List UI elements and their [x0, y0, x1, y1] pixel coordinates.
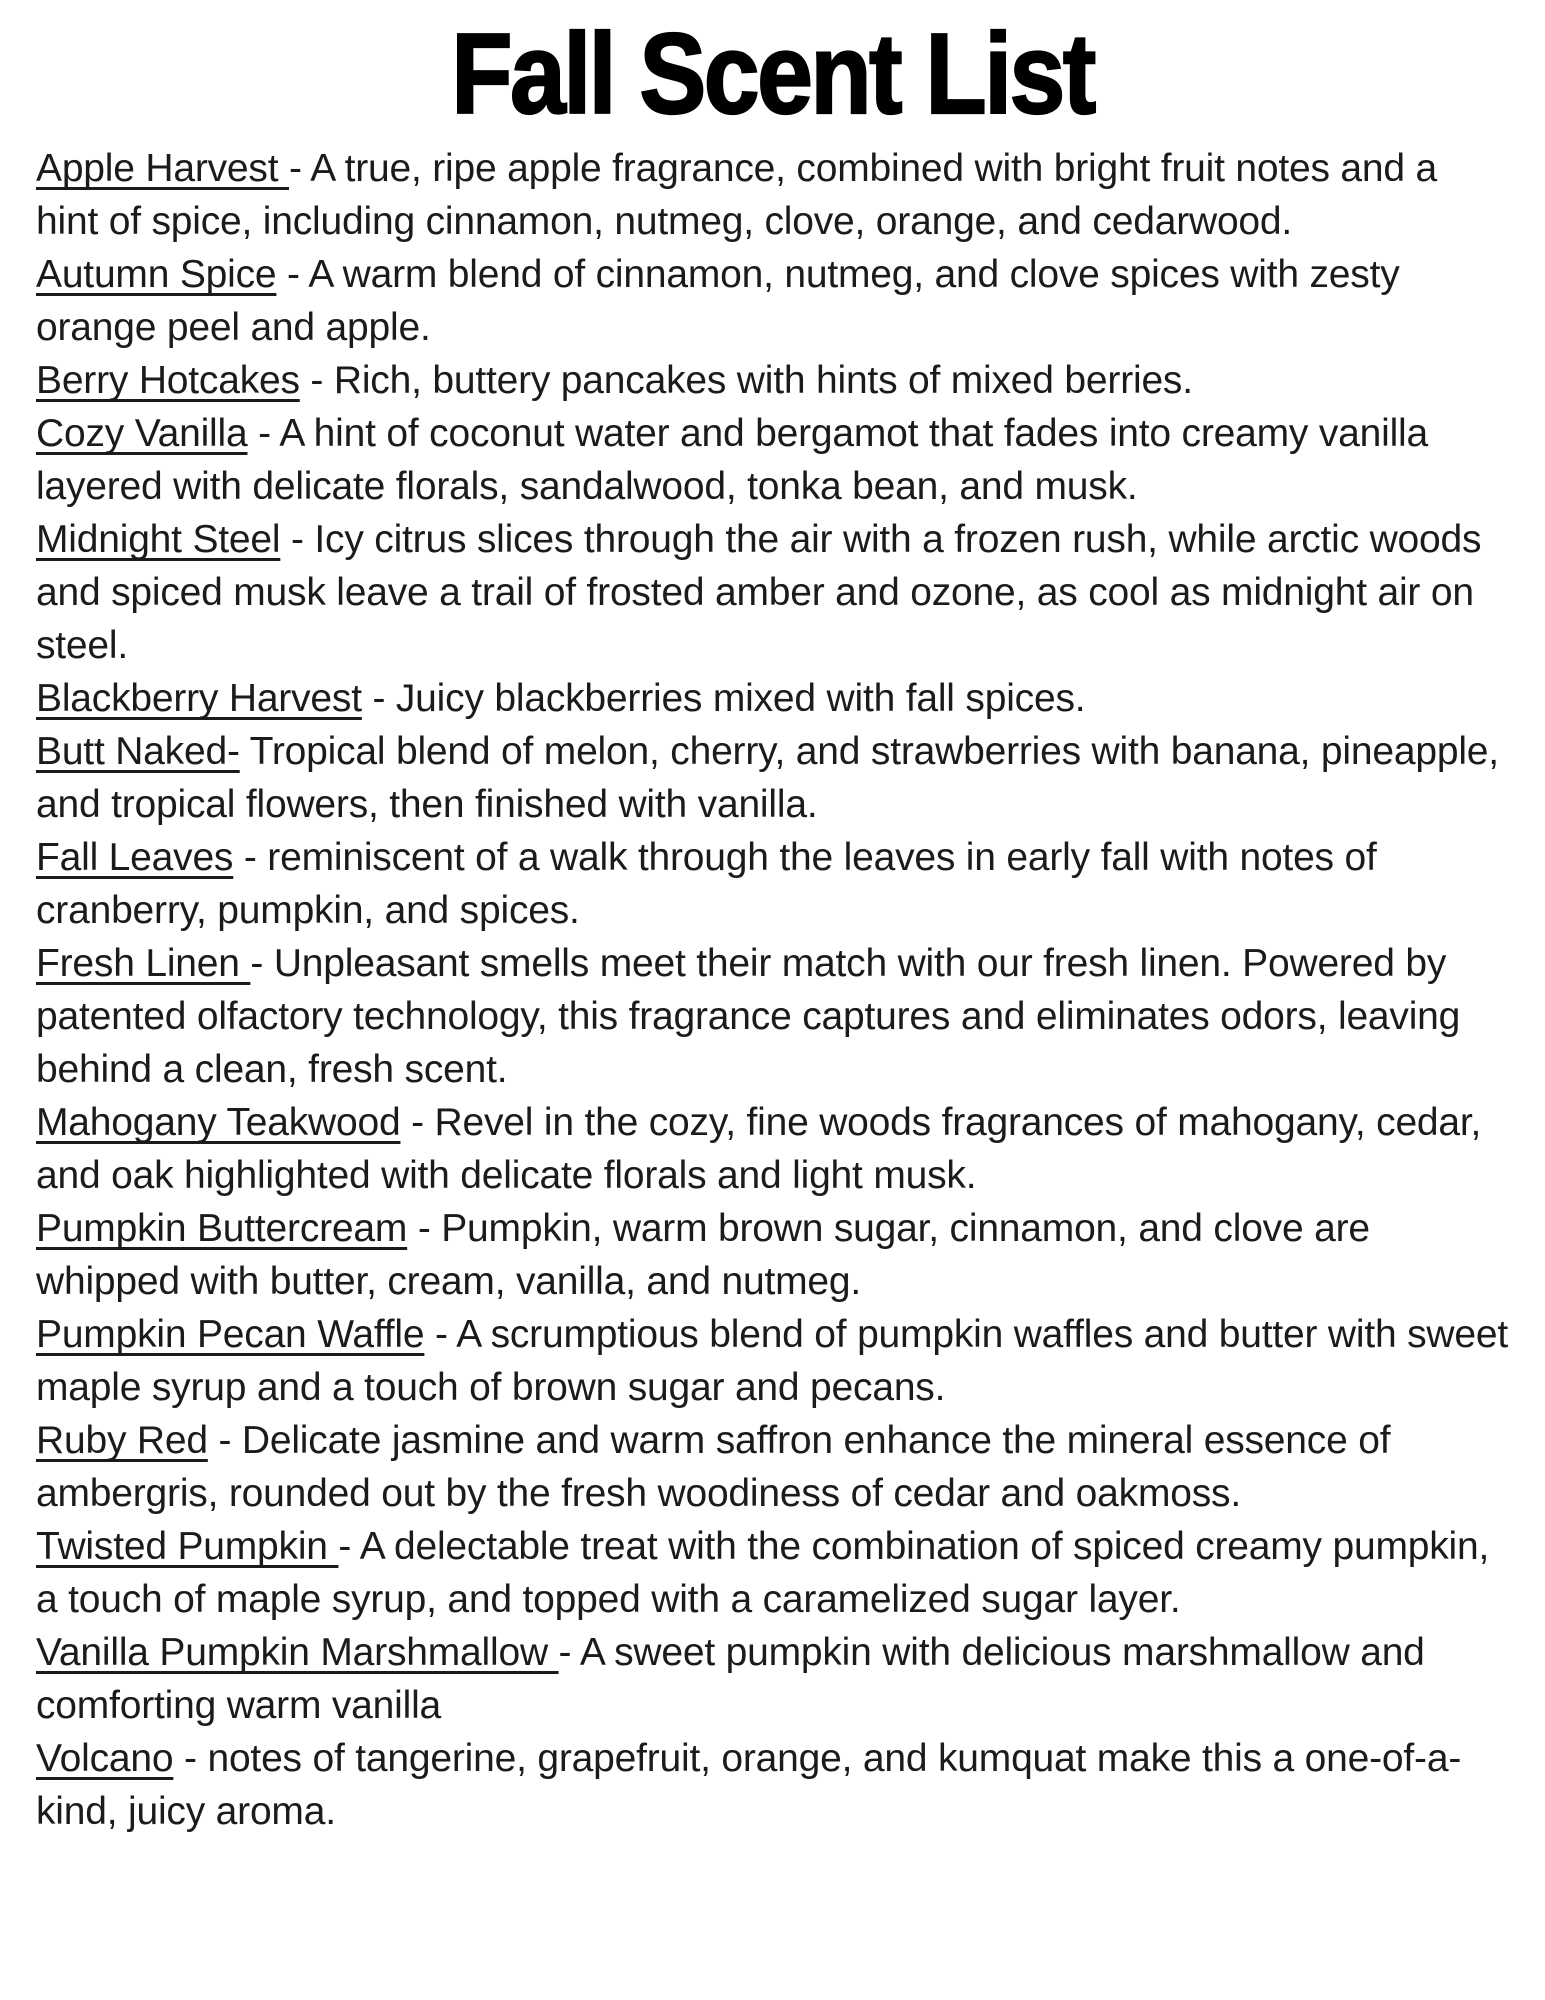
scent-description: - reminiscent of a walk through the leaves in early fall with notes of cranberry, pumpkin, and spices.: [36, 836, 1377, 932]
scent-entry-cozy-vanilla: [36, 407, 1508, 513]
scent-name: Blackberry Harvest: [36, 677, 362, 720]
scent-entry-autumn-spice: [36, 248, 1508, 354]
scent-description: - Unpleasant smells meet their match with our fresh linen. Powered by patented olfactory technology, this fragrance captures and eliminates odors, leaving behind a clean, fresh scent.: [36, 942, 1461, 1091]
scent-description: - Rich, buttery pancakes with hints of mixed berries.: [299, 359, 1193, 402]
scent-entry-ruby-red: [36, 1414, 1508, 1520]
scent-description: - A delectable treat with the combination of spiced creamy pumpkin, a touch of maple syrup, and topped with a caramelized sugar layer.: [36, 1525, 1490, 1621]
scent-description: - Revel in the cozy, fine woods fragrances of mahogany, cedar, and oak highlighted with delicate florals and light musk.: [36, 1101, 1482, 1197]
scent-name: Midnight Steel: [36, 518, 281, 561]
scent-entry-berry-hotcakes: [36, 354, 1508, 407]
scent-description: - Juicy blackberries mixed with fall spices.: [361, 677, 1086, 720]
scent-name: Volcano: [36, 1737, 174, 1780]
scent-name: Mahogany Teakwood: [36, 1101, 401, 1144]
scent-entry-fresh-linen: [36, 937, 1508, 1096]
scent-description: - A sweet pumpkin with delicious marshmallow and comforting warm vanilla: [36, 1631, 1425, 1727]
scent-name: Ruby Red: [36, 1419, 208, 1462]
scent-entry-butt-naked: [36, 725, 1508, 831]
scent-entry-twisted-pumpkin: [36, 1520, 1508, 1626]
scent-name: Pumpkin Buttercream: [36, 1207, 408, 1250]
scent-entry-mahogany-teakwood: [36, 1096, 1508, 1202]
scent-entry-midnight-steel: [36, 513, 1508, 672]
scent-description: - A hint of coconut water and bergamot that fades into creamy vanilla layered with delicate florals, sandalwood, tonka bean, and musk.: [36, 412, 1428, 508]
scent-entry-pumpkin-buttercream: [36, 1202, 1508, 1308]
scent-name: Apple Harvest: [36, 147, 289, 190]
scent-description: - A true, ripe apple fragrance, combined with bright fruit notes and a hint of spice, including cinnamon, nutmeg, clove, orange, and cedarwood.: [36, 147, 1438, 243]
scent-description: - notes of tangerine, grapefruit, orange, and kumquat make this a one-of-a-kind, juicy aroma.: [36, 1737, 1462, 1833]
scent-name: Autumn Spice: [36, 253, 277, 296]
scent-entry-volcano: [36, 1732, 1508, 1838]
scent-description: - Delicate jasmine and warm saffron enhance the mineral essence of ambergris, rounded out by the fresh woodiness of cedar and oakmoss.: [36, 1419, 1391, 1515]
scent-description: Tropical blend of melon, cherry, and strawberries with banana, pineapple, and tropical flowers, then finished with vanilla.: [36, 730, 1499, 826]
scent-name: Pumpkin Pecan Waffle: [36, 1313, 425, 1356]
scent-name: Fresh Linen: [36, 942, 251, 985]
scent-description: - A warm blend of cinnamon, nutmeg, and clove spices with zesty orange peel and apple.: [36, 253, 1400, 349]
scent-list: [0, 142, 1545, 1838]
scent-entry-fall-leaves: [36, 831, 1508, 937]
scent-name: Cozy Vanilla: [36, 412, 248, 455]
scent-name: Twisted Pumpkin: [36, 1525, 339, 1568]
scent-description: - A scrumptious blend of pumpkin waffles and butter with sweet maple syrup and a touch of brown sugar and pecans.: [36, 1313, 1508, 1409]
scent-entry-vanilla-pumpkin-marshmallow: [36, 1626, 1508, 1732]
scent-entry-apple-harvest: [36, 142, 1508, 248]
scent-name: Berry Hotcakes: [36, 359, 300, 402]
scent-name: Vanilla Pumpkin Marshmallow: [36, 1631, 559, 1674]
scent-name: Fall Leaves: [36, 836, 234, 879]
scent-name: Butt Naked-: [36, 730, 240, 773]
scent-entry-pumpkin-pecan-waffle: [36, 1308, 1508, 1414]
scent-description: - Icy citrus slices through the air with a frozen rush, while arctic woods and spiced musk leave a trail of frosted amber and ozone, as cool as midnight air on steel.: [36, 518, 1482, 667]
scent-entry-blackberry-harvest: [36, 672, 1508, 725]
scent-description: - Pumpkin, warm brown sugar, cinnamon, and clove are whipped with butter, cream, vanilla, and nutmeg.: [36, 1207, 1370, 1303]
page-title: Fall Scent List: [451, 11, 1094, 138]
